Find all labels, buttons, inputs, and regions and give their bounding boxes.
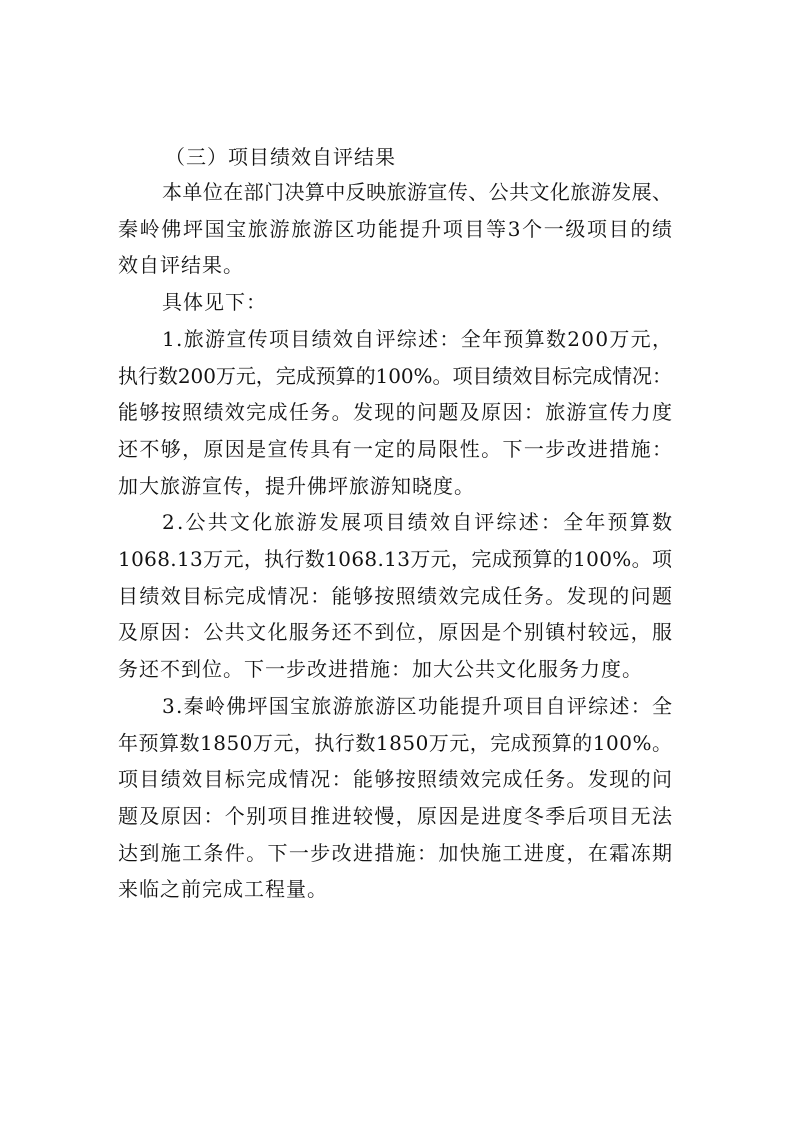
body-line: 秦岭佛坪国宝旅游旅游区功能提升项目等3个一级项目的绩 xyxy=(118,216,674,241)
body-line: 达到施工条件。下一步改进措施：加快施工进度，在霜冻期 xyxy=(118,840,674,865)
body-line: 来临之前完成工程量。 xyxy=(118,877,328,902)
body-line: 目绩效目标完成情况：能够按照绩效完成任务。发现的问题 xyxy=(118,583,674,608)
body-line: 具体见下： xyxy=(162,290,267,315)
body-line: 2.公共文化旅游发展项目绩效自评综述：全年预算数 xyxy=(162,510,675,535)
body-line: 1.旅游宣传项目绩效自评综述：全年预算数200万元， xyxy=(162,326,674,351)
body-line: 执行数200万元，完成预算的100%。项目绩效目标完成情况： xyxy=(118,363,672,388)
body-line: 1068.13万元，执行数1068.13万元，完成预算的100%。项 xyxy=(118,547,673,571)
body-line: 题及原因：个别项目推进较慢，原因是进度冬季后项目无法 xyxy=(118,803,674,828)
body-line: 能够按照绩效完成任务。发现的问题及原因：旅游宣传力度 xyxy=(118,400,674,425)
body-line: 3.秦岭佛坪国宝旅游旅游区功能提升项目自评综述：全 xyxy=(162,693,674,718)
body-line: 还不够，原因是宣传具有一定的局限性。下一步改进措施： xyxy=(118,436,674,461)
body-line: 项目绩效目标完成情况：能够按照绩效完成任务。发现的问 xyxy=(118,767,674,792)
body-line: 加大旅游宣传，提升佛坪旅游知晓度。 xyxy=(118,473,475,498)
body-line: 效自评结果。 xyxy=(118,253,244,278)
section-heading: （三）项目绩效自评结果 xyxy=(165,145,396,169)
body-line: 务还不到位。下一步改进措施：加大公共文化服务力度。 xyxy=(118,657,643,682)
body-line: 年预算数1850万元，执行数1850万元，完成预算的100%。 xyxy=(118,730,673,755)
body-line: 及原因：公共文化服务还不到位，原因是个别镇村较远，服 xyxy=(118,620,674,645)
body-line: 本单位在部门决算中反映旅游宣传、公共文化旅游发展、 xyxy=(162,180,673,204)
